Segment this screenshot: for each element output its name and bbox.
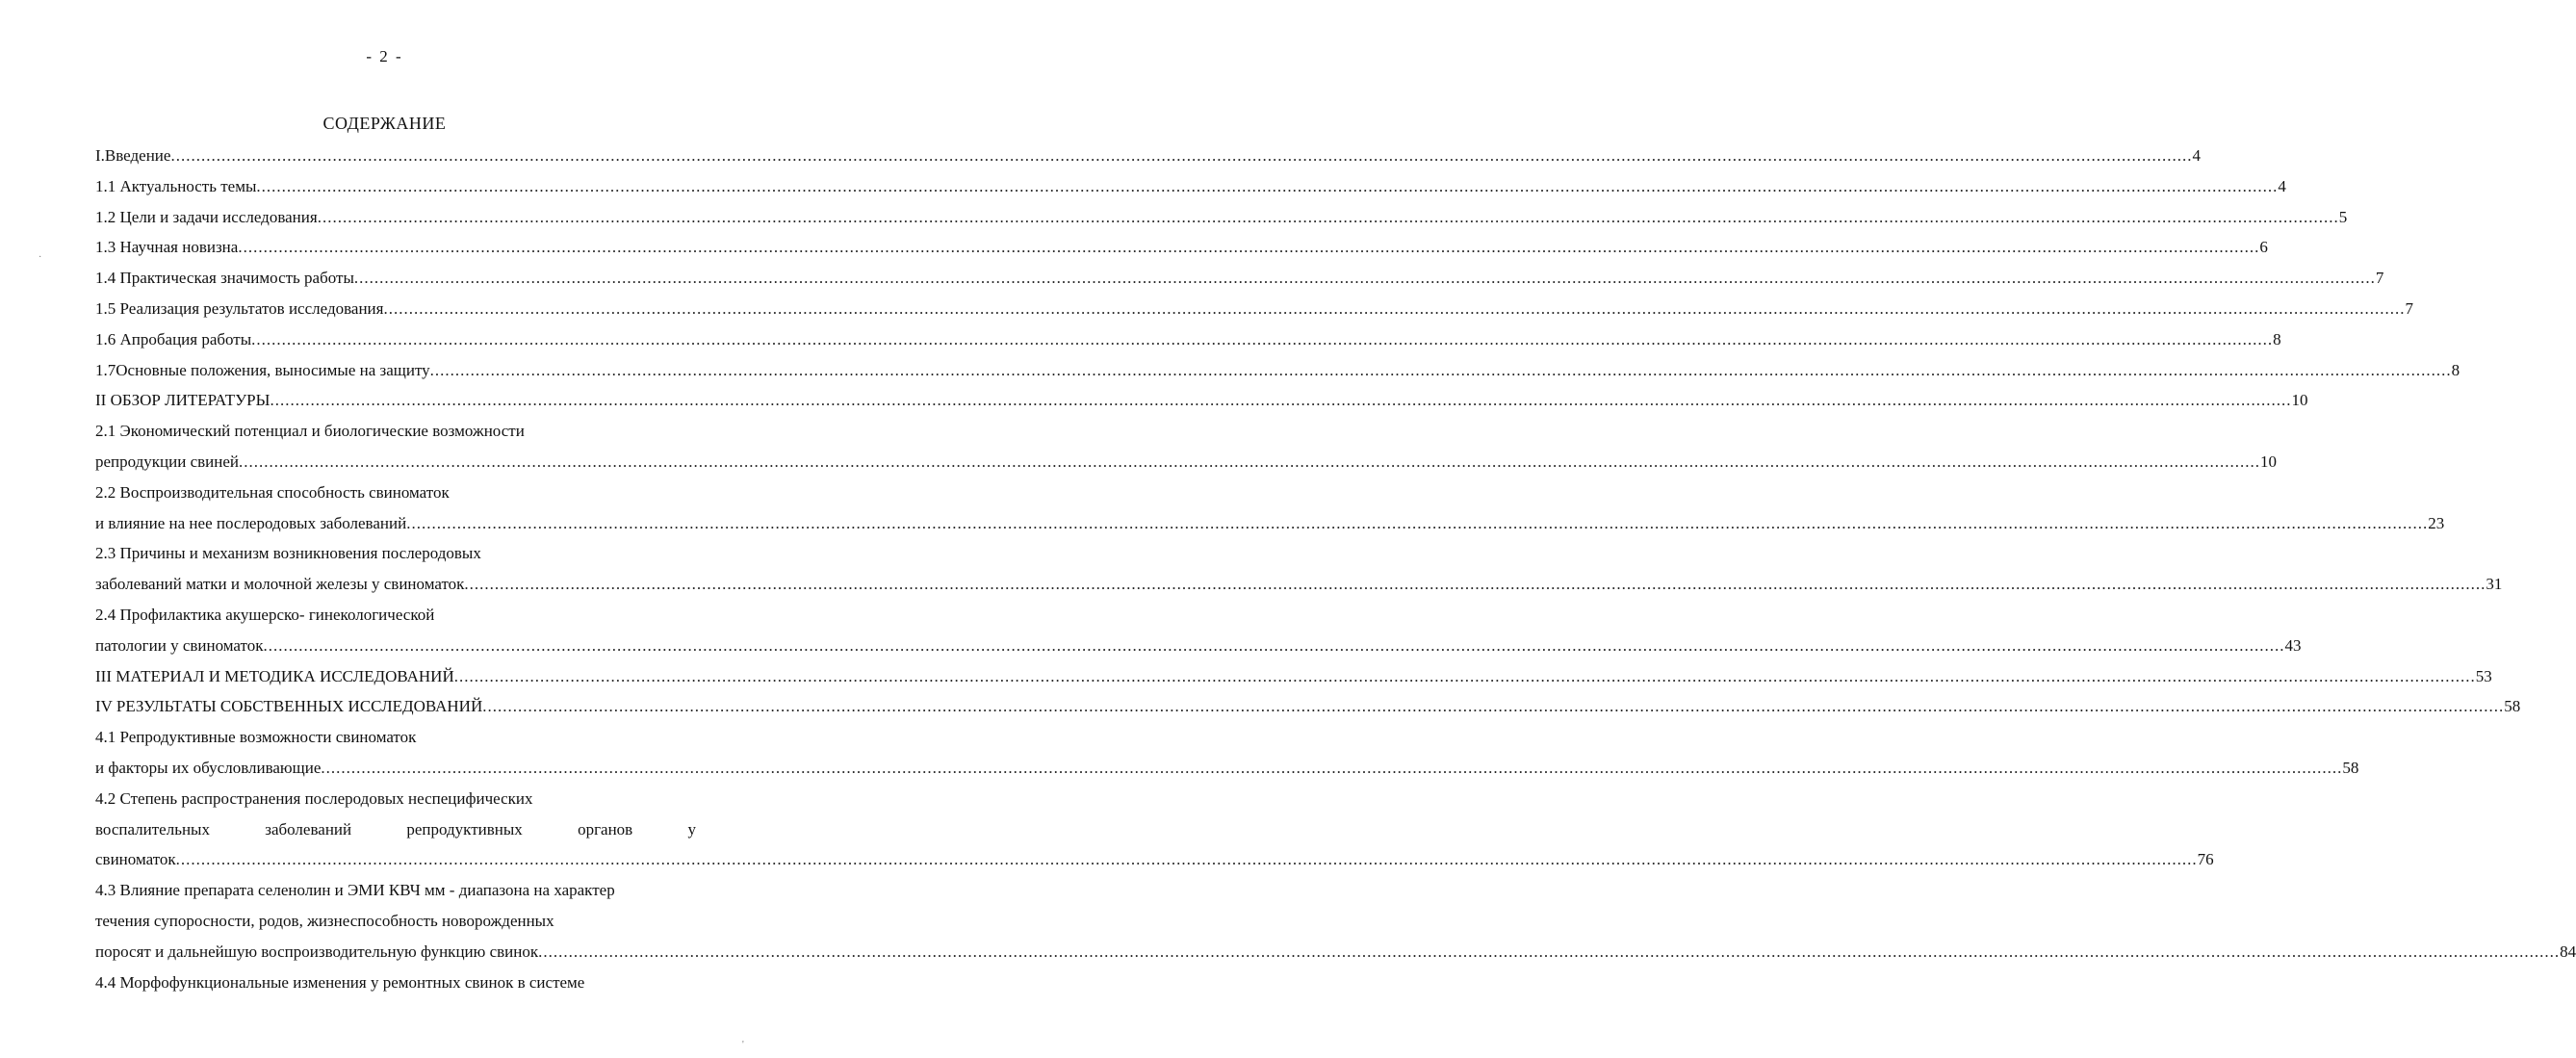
toc-entry-page: 31	[2486, 575, 2503, 594]
toc-entry-title: 2.4 Профилактика акушерско- гинекологической	[95, 605, 435, 624]
toc-entry-page: 76	[2197, 850, 2214, 869]
toc-entry	[95, 202, 2348, 233]
toc-entry-title: 4.1 Репродуктивные возможности свиноматок	[95, 728, 417, 747]
toc-entry-page: 8	[2451, 360, 2460, 379]
toc-entry-page: 84	[2560, 942, 2576, 961]
toc-entry-page: 4	[2192, 146, 2201, 165]
toc-entry	[95, 294, 2413, 324]
toc-entry	[95, 600, 696, 631]
toc-entry-title: 2.1 Экономический потенциал и биологические возможности	[95, 422, 525, 441]
toc-entry-title: заболеваний матки и молочной железы у свиноматок	[95, 575, 465, 594]
toc-entry	[95, 722, 696, 753]
toc-entry-title: 1.7Основные положения, выносимые на защиту	[95, 360, 430, 379]
toc-leader-dots: ................................................................................................................................................................................................................................................................................................................................................................................................................	[251, 329, 2274, 348]
toc-entry	[95, 906, 696, 937]
toc-entry-page: 10	[2260, 452, 2278, 471]
toc-leader-dots: ................................................................................................................................................................................................................................................................................................................................................................................................................	[464, 575, 2486, 594]
toc-entry	[95, 263, 2384, 294]
toc-entry	[95, 508, 2445, 539]
toc-entry	[95, 631, 2302, 661]
toc-entry	[95, 937, 2576, 968]
toc-entry	[95, 171, 2286, 202]
toc-entry	[95, 875, 696, 906]
toc-entry	[95, 324, 2281, 355]
toc-entry	[95, 232, 2268, 263]
toc-leader-dots: ................................................................................................................................................................................................................................................................................................................................................................................................................	[406, 513, 2429, 532]
toc-entry-title: 1.3 Научная новизна	[95, 238, 239, 257]
toc-word: воспалительных	[95, 819, 210, 839]
toc-leader-dots: ................................................................................................................................................................................................................................................................................................................................................................................................................	[482, 697, 2505, 716]
toc-entry-title: I.Введение	[95, 146, 171, 165]
toc-entry	[95, 691, 2521, 722]
toc-entry-title: 1.4 Практическая значимость работы	[95, 269, 354, 288]
toc-entry-page: 7	[2405, 298, 2413, 318]
toc-entry	[95, 538, 696, 569]
toc-entry-title: 4.2 Степень распространения послеродовых неспецифических	[95, 788, 533, 808]
toc-entry	[95, 784, 696, 814]
toc-entry-title: 4.4 Морфофункциональные изменения у ремонтных свинок в системе	[95, 972, 585, 992]
toc-leader-dots: ................................................................................................................................................................................................................................................................................................................................................................................................................	[317, 207, 2339, 226]
toc-entry	[95, 968, 696, 998]
page-title: СОДЕРЖАНИЕ	[322, 114, 447, 133]
toc-entry	[95, 141, 2201, 171]
scan-mark: '	[742, 1040, 744, 1050]
scan-mark: ·	[39, 252, 42, 263]
toc-entry-title: репродукции свиней	[95, 452, 240, 471]
toc-entry-page: 58	[2342, 758, 2359, 777]
toc-word: заболеваний	[265, 819, 352, 839]
toc-entry	[95, 447, 2278, 477]
toc-entry-title: свиноматок	[95, 850, 176, 869]
toc-entry-title: 2.2 Воспроизводительная способность свиноматок	[95, 482, 450, 502]
toc-entry-page: 8	[2273, 329, 2281, 348]
toc-word: репродуктивных	[406, 819, 523, 839]
toc-word: органов	[578, 819, 633, 839]
toc-entry	[95, 753, 2359, 784]
toc-word: у	[687, 819, 696, 839]
toc-entry-title: 1.6 Апробация работы	[95, 329, 252, 348]
toc-leader-dots: ................................................................................................................................................................................................................................................................................................................................................................................................................	[263, 635, 2285, 655]
toc-leader-dots: ................................................................................................................................................................................................................................................................................................................................................................................................................	[453, 666, 2476, 685]
toc-entry-title: III МАТЕРИАЛ И МЕТОДИКА ИССЛЕДОВАНИЙ	[95, 666, 454, 685]
toc-entry	[95, 844, 2214, 875]
toc-entry-title: 4.3 Влияние препарата селенолин и ЭМИ КВЧ мм - диапазона на характер	[95, 881, 615, 900]
toc-entry-page: 7	[2375, 269, 2384, 288]
toc-entry-page: 10	[2291, 391, 2308, 410]
toc-leader-dots: ................................................................................................................................................................................................................................................................................................................................................................................................................	[383, 298, 2406, 318]
toc-entry-title: течения супоросности, родов, жизнеспособность новорожденных	[95, 911, 554, 930]
toc-entry-page: 6	[2259, 238, 2268, 257]
toc-entry-page: 5	[2338, 207, 2348, 226]
toc-entry-page: 58	[2504, 697, 2521, 716]
toc-entry-page: 43	[2284, 635, 2302, 655]
toc-leader-dots: ................................................................................................................................................................................................................................................................................................................................................................................................................	[239, 452, 2261, 471]
toc-leader-dots: ................................................................................................................................................................................................................................................................................................................................................................................................................	[170, 146, 2193, 165]
toc-leader-dots: ................................................................................................................................................................................................................................................................................................................................................................................................................	[538, 942, 2561, 961]
toc-leader-dots: ................................................................................................................................................................................................................................................................................................................................................................................................................	[256, 176, 2279, 195]
toc-entry	[95, 477, 696, 508]
toc-leader-dots: ................................................................................................................................................................................................................................................................................................................................................................................................................	[238, 238, 2260, 257]
toc-entry	[95, 661, 2492, 692]
table-of-contents	[95, 141, 2576, 997]
toc-leader-dots: ................................................................................................................................................................................................................................................................................................................................................................................................................	[270, 391, 2292, 410]
toc-entry-title: и влияние на нее послеродовых заболеваний	[95, 513, 407, 532]
toc-entry	[95, 355, 2460, 386]
toc-entry-page: 4	[2278, 176, 2286, 195]
toc-entry-title: II ОБЗОР ЛИТЕРАТУРЫ	[95, 391, 270, 410]
toc-entry	[95, 569, 2503, 600]
toc-entry-title: 2.3 Причины и механизм возникновения послеродовых	[95, 544, 481, 563]
toc-entry-title: 1.5 Реализация результатов исследования	[95, 298, 384, 318]
toc-entry-title: IV РЕЗУЛЬТАТЫ СОБСТВЕННЫХ ИССЛЕДОВАНИЙ	[95, 697, 483, 716]
toc-entry-title: патологии у свиноматок	[95, 635, 264, 655]
toc-leader-dots: ................................................................................................................................................................................................................................................................................................................................................................................................................	[175, 850, 2198, 869]
toc-leader-dots: ................................................................................................................................................................................................................................................................................................................................................................................................................	[353, 269, 2376, 288]
toc-entry-title: 1.1 Актуальность темы	[95, 176, 257, 195]
toc-entry	[95, 416, 696, 447]
page-number: - 2 -	[366, 47, 403, 65]
toc-entry-title: и факторы их обусловливающие	[95, 758, 322, 777]
toc-leader-dots: ................................................................................................................................................................................................................................................................................................................................................................................................................	[429, 360, 2452, 379]
toc-entry	[95, 814, 696, 845]
toc-entry-page: 23	[2428, 513, 2445, 532]
toc-entry-title: 1.2 Цели и задачи исследования	[95, 207, 318, 226]
toc-entry-title: поросят и дальнейшую воспроизводительную функцию свинок	[95, 942, 539, 961]
toc-leader-dots: ................................................................................................................................................................................................................................................................................................................................................................................................................	[321, 758, 2343, 777]
toc-entry	[95, 385, 2308, 416]
toc-entry-page: 53	[2475, 666, 2492, 685]
